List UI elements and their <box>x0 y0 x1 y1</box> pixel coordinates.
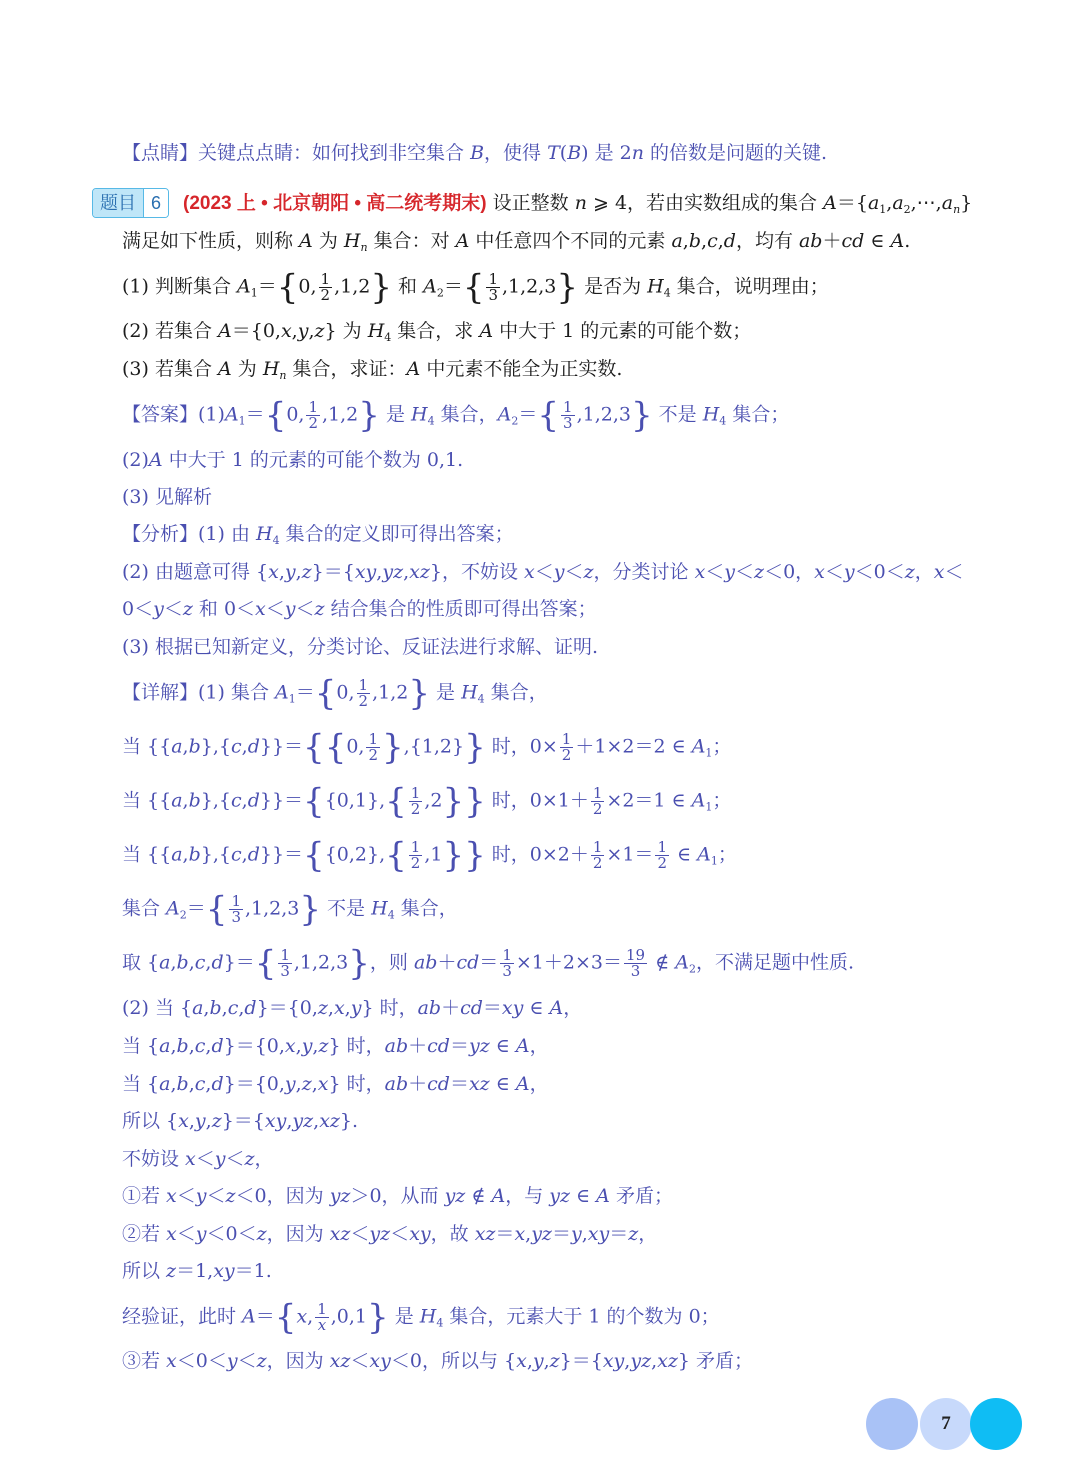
detail-line-15: 经验证，此时 A＝{x, $\frac{1}{x}$ ,0,1} 是 $H_4$ 集合，元素大于 1 的个数为 0； <box>122 1297 720 1338</box>
detail-line-5: 集合 $A_2=${ $\frac{1}{3}$ ,1,2,3} 不是 $H_4$ 集合， <box>122 889 458 930</box>
problem-tag-number: 6 <box>143 189 168 217</box>
problem-part-1: (1) 判断集合 $A_1=\{0$, $\frac{1}{2}$ ,1,2} 和 $A_2=${ $\frac{1}{3}$ ,1,2,3} 是否为 $H_4$ 集合，说明理由； <box>122 267 829 308</box>
problem-tag-label: 题目 <box>93 189 143 217</box>
detail-line-13: ②若 x＜y＜0＜z，因为 xz＜yz＜xy，故 xz＝x,yz＝y,xy＝z， <box>122 1223 658 1245</box>
analysis-line-1: 【分析】(1) 由 $H_4$ 集合的定义即可得出答案； <box>122 523 514 547</box>
detail-line-9: 当 {a,b,c,d}＝{0,y,z,x} 时，ab＋cd＝xz ∈ A， <box>122 1073 549 1095</box>
problem-stem-2: 满足如下性质，则称 A 为 $H_n$ 集合：对 A 中任意四个不同的元素 a,b,c,d，均有 ab＋cd ∈ A. <box>122 230 911 254</box>
answer-label: 【答案】 <box>122 403 199 426</box>
tip-label: 【点睛】 <box>122 142 199 164</box>
page-number-badge <box>866 1398 1026 1450</box>
page-number: 7 <box>941 1413 951 1434</box>
detail-line-8: 当 {a,b,c,d}＝{0,x,y,z} 时，ab＋cd＝yz ∈ A， <box>122 1035 549 1057</box>
tip-line: 【点睛】关键点点睛：如何找到非空集合 B，使得 T(B) 是 2n 的倍数是问题的关键. <box>122 142 828 164</box>
detail-line-11: 不妨设 x＜y＜z， <box>122 1148 274 1170</box>
problem-tag <box>92 188 169 218</box>
problem-part-3: (3) 若集合 A 为 $H_n$ 集合，求证：A 中元素不能全为正实数. <box>122 358 623 382</box>
detail-label: 【详解】 <box>122 681 199 704</box>
analysis-line-2: (2) 由题意可得 {x,y,z}＝{xy,yz,xz}，不妨设 x＜y＜z，分类讨论 x＜y＜z＜0，x＜y＜0＜z，x＜ <box>122 561 964 583</box>
detail-line-14: 所以 z＝1,xy＝1. <box>122 1260 272 1282</box>
detail-line-10: 所以 {x,y,z}＝{xy,yz,xz}. <box>122 1110 359 1132</box>
answer-line-2: (2)A 中大于 1 的元素的可能个数为 0,1. <box>122 449 464 471</box>
detail-line-7: (2) 当 {a,b,c,d}＝{0,z,x,y} 时，ab＋cd＝xy ∈ A， <box>122 997 583 1019</box>
problem-part-2: (2) 若集合 A＝{0,x,y,z} 为 $H_4$ 集合，求 A 中大于 1 的元素的可能个数； <box>122 320 752 344</box>
badge-circle-right <box>970 1398 1022 1450</box>
detail-line-2: 当 {{a,b},{c,d}}＝{{0, $\frac{1}{2}$ },{1,2}} 时，0× $\frac{1}{2}$ ＋1×2＝2 ∈ $A_1$； <box>122 727 732 768</box>
detail-line-3: 当 {{a,b},{c,d}}＝{{0,1},{ $\frac{1}{2}$ ,2}} 时，0×1＋ $\frac{1}{2}$ ×2＝1 ∈ $A_1$； <box>122 781 732 822</box>
analysis-line-3: 0＜y＜z 和 0＜x＜y＜z 结合集合的性质即可得出答案； <box>122 598 597 620</box>
problem-source: (2023 上 • 北京朝阳 • 高二统考期末) <box>183 193 487 214</box>
analysis-line-4: (3) 根据已知新定义，分类讨论、反证法进行求解、证明. <box>122 636 598 658</box>
detail-line-16: ③若 x＜0＜y＜z，因为 xz＜xy＜0，所以与 {x,y,z}＝{xy,yz,xz} 矛盾； <box>122 1350 754 1372</box>
detail-line-12: ①若 x＜y＜z＜0，因为 yz＞0，从而 yz ∉ A，与 yz ∈ A 矛盾； <box>122 1185 673 1207</box>
detail-line-4: 当 {{a,b},{c,d}}＝{{0,2},{ $\frac{1}{2}$ ,1}} 时，0×2＋ $\frac{1}{2}$ ×1＝ $\frac{1}{2}$ ∈ $A_1$； <box>122 835 737 876</box>
detail-line-1: 【详解】(1) 集合 $A_1=\{0$, $\frac{1}{2}$ ,1,2} 是 $H_4$ 集合， <box>122 673 548 714</box>
problem-stem-1: (2023 上 • 北京朝阳 • 高二统考期末) 设正整数 n ⩾ 4，若由实数组成的集合 $A=\{a_1,a_2,\cdots,a_n\}$ <box>183 192 973 216</box>
analysis-label: 【分析】 <box>122 523 199 545</box>
answer-line-3: (3) 见解析 <box>122 486 212 508</box>
badge-circle-left <box>866 1398 918 1450</box>
detail-line-6: 取 {a,b,c,d}＝{ $\frac{1}{3}$ ,1,2,3}，则 ab＋cd＝ $\frac{1}{3}$ ×1＋2×3＝ $\frac{19}{3}$ ∉ $A_2$，不满足题中性质. <box>122 943 854 984</box>
answer-line-1: 【答案】$(1)A_1=\{0$, $\frac{1}{2}$ ,1,2} 是 $H_4$ 集合，$A_2=${ $\frac{1}{3}$ ,1,2,3} 不是 $H_4$ 集合； <box>122 395 790 436</box>
